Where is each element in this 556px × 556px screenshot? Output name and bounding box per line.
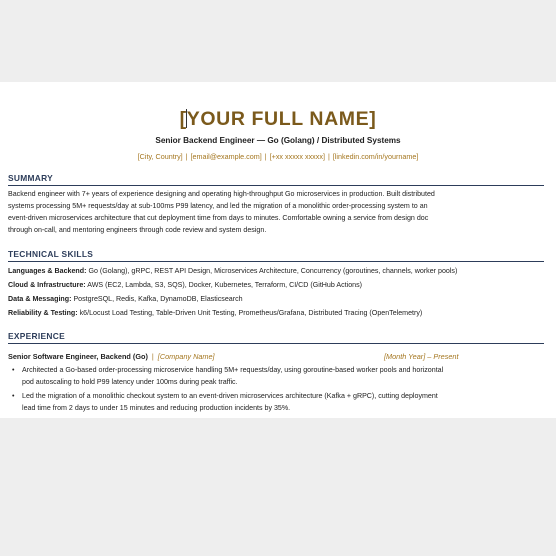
contact-separator: |	[327, 152, 330, 161]
summary-line: systems processing 5M+ requests/day at sub-100ms P99 latency, and led the migration of a monolithic order-processing system to an	[8, 202, 428, 210]
summary-line: event-driven microservices architecture that cut deployment time from days to minutes. Comfortable owning a service from design doc	[8, 214, 429, 222]
summary-divider	[8, 185, 544, 186]
experience-heading: EXPERIENCE	[8, 331, 65, 341]
contact-linkedin[interactable]: [linkedin.com/in/yourname]	[332, 152, 419, 161]
contact-city[interactable]: [City, Country]	[137, 152, 183, 161]
company-name: [Company Name]	[157, 352, 215, 361]
full-name[interactable]: [YOUR FULL NAME]	[179, 108, 377, 130]
bullet-line: Architected a Go-based order-processing microservice handling 5M+ requests/day, using goroutine-based worker pools and horizontal	[22, 366, 444, 374]
skills-divider	[8, 261, 544, 262]
skill-label: Cloud & Infrastructure:	[8, 281, 86, 289]
skill-row[interactable]	[8, 294, 243, 304]
job-bullets	[8, 364, 544, 414]
skill-value: AWS (EC2, Lambda, S3, SQS), Docker, Kubernetes, Terraform, CI/CD (GitHub Actions)	[87, 281, 363, 289]
bullet-item[interactable]	[8, 364, 544, 388]
summary-line: Backend engineer with 7+ years of experience designing and operating high-throughput Go microservices in production. Built distributed	[8, 190, 435, 198]
skill-row[interactable]	[8, 308, 422, 318]
bullet-dot: •	[12, 392, 15, 400]
summary-text[interactable]	[8, 188, 544, 236]
contact-email[interactable]: [email@example.com]	[190, 152, 262, 161]
contact-line	[0, 152, 556, 161]
job-dates: [Month Year] – Present	[384, 352, 459, 361]
skill-label: Data & Messaging:	[8, 295, 72, 303]
job-title: Senior Software Engineer, Backend (Go)	[8, 352, 148, 361]
contact-separator: |	[264, 152, 267, 161]
bullet-line: lead time from 2 days to under 15 minutes and reducing production incidents by 35%.	[22, 404, 291, 412]
bullet-item[interactable]	[8, 390, 544, 414]
bullet-line: pod autoscaling to hold P99 latency under 100ms during peak traffic.	[22, 378, 238, 386]
skill-value: PostgreSQL, Redis, Kafka, DynamoDB, Elasticsearch	[73, 295, 243, 303]
skill-value: Go (Golang), gRPC, REST API Design, Microservices Architecture, Concurrency (goroutines, channels, worker pools)	[88, 267, 458, 275]
skill-label: Languages & Backend:	[8, 267, 87, 275]
contact-separator: |	[185, 152, 188, 161]
skill-row[interactable]	[8, 266, 457, 276]
experience-divider	[8, 343, 544, 344]
skill-value: k6/Locust Load Testing, Table-Driven Unit Testing, Prometheus/Grafana, Distributed Tracing (OpenTelemetry)	[79, 309, 423, 317]
job-separator: |	[151, 352, 154, 361]
skill-row[interactable]	[8, 280, 362, 290]
bullet-dot: •	[12, 366, 15, 374]
job-header[interactable]	[8, 352, 544, 362]
headline[interactable]: Senior Backend Engineer — Go (Golang) / Distributed Systems	[155, 136, 401, 145]
summary-line: through on-call, and mentoring engineers through code review and system design.	[8, 226, 267, 234]
contact-phone[interactable]: [+xx xxxxx xxxxx]	[269, 152, 325, 161]
skills-heading: TECHNICAL SKILLS	[8, 249, 94, 259]
summary-heading: SUMMARY	[8, 173, 54, 183]
bullet-line: Led the migration of a monolithic checkout system to an event-driven microservices architecture (Kafka + gRPC), cutting deployment	[22, 392, 438, 400]
skill-label: Reliability & Testing:	[8, 309, 78, 317]
